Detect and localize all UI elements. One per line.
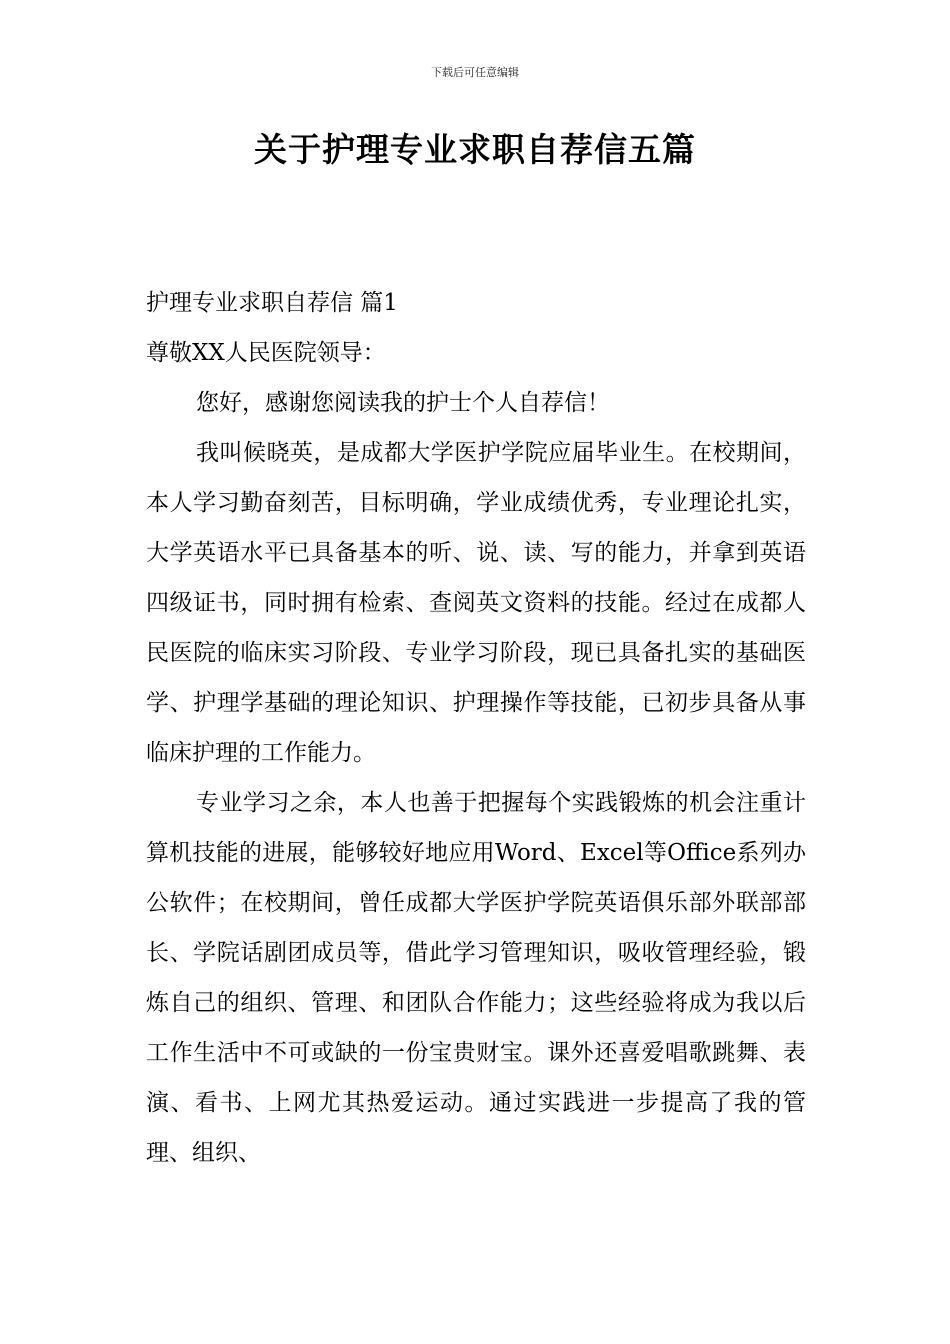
- document-title: 关于护理专业求职自荐信五篇: [254, 130, 696, 169]
- section-heading: 护理专业求职自荐信 篇1: [146, 290, 398, 316]
- skills-paragraph: 专业学习之余，本人也善于把握每个实践锻炼的机会注重计算机技能的进展，能够较好地应用Word、Excel等Office系列办公软件；在校期间，曾任成都大学医护学院英语俱乐部外联部部长、学院话剧团成员等，借此学习管理知识，吸收管理经验，锻炼自己的组织、管理、和团队合作能力；这些经验将成为我以后工作生活中不可或缺的一份宝贵财宝。课外还喜爱唱歌跳舞、表演、看书、上网尤其热爱运动。通过实践进一步提高了我的管理、组织、: [146, 790, 806, 1166]
- header-note: 下载后可任意编辑: [431, 66, 519, 79]
- salutation: 尊敬XX人民医院领导：: [146, 340, 386, 366]
- introduction-paragraph: 我叫候晓英，是成都大学医护学院应届毕业生。在校期间，本人学习勤奋刻苦，目标明确，学业成绩优秀，专业理论扎实，大学英语水平已具备基本的听、说、读、写的能力，并拿到英语四级证书，同时拥有检索、查阅英文资料的技能。经过在成都人民医院的临床实习阶段、专业学习阶段，现已具备扎实的基础医学、护理学基础的理论知识、护理操作等技能，已初步具备从事临床护理的工作能力。: [146, 440, 806, 766]
- greeting-paragraph: 您好，感谢您阅读我的护士个人自荐信！: [196, 390, 610, 416]
- document-body: [146, 278, 806, 1178]
